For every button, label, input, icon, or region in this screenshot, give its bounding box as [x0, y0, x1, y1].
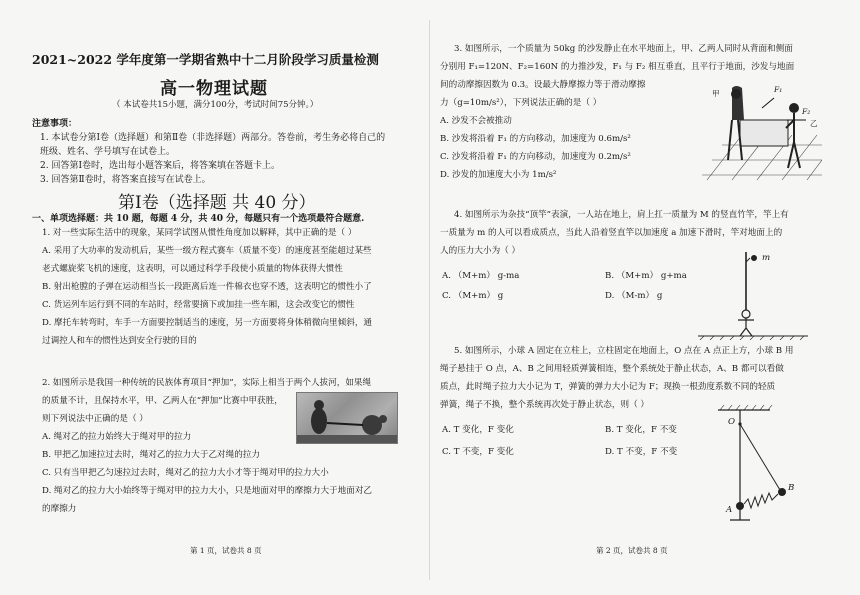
- option: C. 货运列车运行到不同的车站时，经常要摘下或加挂一些车厢，这会改变它的惯性: [42, 300, 355, 310]
- option: D. （M-m） g: [605, 291, 663, 301]
- section-title: 第Ⅰ卷（选择题 共 40 分）: [118, 193, 316, 213]
- option: B. （M+m） g+ma: [605, 271, 687, 281]
- option: B. 射出枪膛的子弹在运动相当长一段距离后连一件棉衣也穿不透，这表明它的惯性小了: [42, 282, 372, 292]
- note-line: 3. 回答第Ⅱ卷时，将答案直接写在试卷上。: [40, 175, 211, 185]
- pole-acrobat-icon: [698, 248, 808, 340]
- option-cont: 的摩擦力: [42, 504, 77, 514]
- question-stem: 一质量为 m 的人可以看成质点，当此人沿着竖直竿以加速度 a 加速下滑时，竿对地面上的: [440, 228, 783, 238]
- question-stem: 3. 如图所示，一个质量为 50kg 的沙发静止在水平地面上，甲、乙两人同时从背面和侧面: [454, 44, 793, 54]
- option: D. 绳对乙的拉力大小始终等于绳对甲的拉力大小，只是地面对甲的摩擦力大于地面对乙: [42, 486, 373, 496]
- page-2: [430, 0, 860, 595]
- option: C. T 不变，F 变化: [442, 447, 514, 457]
- page-footer: 第 1 页，试卷共 8 页: [190, 546, 262, 555]
- label-o: O: [728, 417, 736, 427]
- exam-title: 高一物理试题: [160, 79, 268, 99]
- pole-acrobat-figure: [698, 248, 808, 340]
- label-b: B: [788, 483, 795, 493]
- question-stem: 质点，此时绳子拉力大小记为 T，弹簧的弹力大小记为 F；现换一根劲度系数不同的轻质: [440, 382, 776, 392]
- option: C. （M+m） g: [442, 291, 504, 301]
- question-stem: 1. 对一些实际生活中的现象，某同学试图从惯性角度加以解释，其中正确的是（ ）: [42, 228, 357, 238]
- question-stem: 的质量不计，且保持水平，甲、乙两人在“押加”比赛中甲获胜，: [42, 396, 283, 406]
- option-cont: 过调控人和车的惯性达到安全行驶的目的: [42, 336, 197, 346]
- option-cont: 老式螺旋桨飞机的速度，这表明，可以通过科学手段使小质量的物体获得大惯性: [42, 264, 343, 274]
- question-stem: 间的动摩擦因数为 0.3。设最大静摩擦力等于滑动摩擦: [440, 80, 646, 90]
- exam-info: （ 本试卷共15小题，满分100分，考试时间75分钟。）: [112, 100, 319, 110]
- label-m: m: [762, 253, 771, 263]
- option: D. 摩托车转弯时，车手一方面要控制适当的速度，另一方面要将身体稍微向里倾斜，通: [42, 318, 373, 328]
- label-f2: F₂: [802, 107, 811, 116]
- question-stem: 力（g=10m/s²），下列说法正确的是（ ）: [440, 98, 602, 108]
- note-line: 1. 本试卷分第Ⅰ卷（选择题）和第Ⅱ卷（非选择题）两部分。答卷前，考生务必将自己的: [40, 133, 386, 143]
- notes-heading: 注意事项：: [32, 119, 78, 129]
- option: B. 甲把乙加速拉过去时，绳对乙的拉力大于乙对绳的拉力: [42, 450, 261, 460]
- note-line: 2. 回答第Ⅰ卷时，选出每小题答案后，将答案填在答题卡上。: [40, 161, 281, 171]
- question-stem: 绳子悬挂于 O 点，A、B 之间用轻质弹簧相连，整个系统处于静止状态，A、B 都可以看做: [440, 364, 784, 374]
- question-stem: 人的压力大小为（ ）: [440, 246, 521, 256]
- label-yi: 乙: [810, 119, 818, 128]
- option: A. T 变化，F 变化: [442, 425, 514, 435]
- option: C. 沙发将沿着 F₁ 的方向移动，加速度为 0.2m/s²: [440, 152, 631, 162]
- option: B. 沙发将沿着 F₁ 的方向移动，加速度为 0.6m/s²: [440, 134, 631, 144]
- option: C. 只有当甲把乙匀速拉过去时，绳对乙的拉力大小才等于绳对甲的拉力大小: [42, 468, 329, 478]
- option: D. T 不变，F 不变: [605, 447, 678, 457]
- option: A. 采用了大功率的发动机后，某些一级方程式赛车（质量不变）的速度甚至能超过某些: [42, 246, 372, 256]
- option: A. 沙发不会被推动: [440, 116, 512, 126]
- note-line: 班级、姓名、学号填写在试卷上。: [40, 147, 176, 157]
- question-stem: 5. 如图所示，小球 A 固定在立柱上，立柱固定在地面上，O 点在 A 点正上方，小球 B 用: [454, 346, 794, 356]
- option: D. 沙发的加速度大小为 1m/s²: [440, 170, 557, 180]
- option: A. 绳对乙的拉力始终大于绳对甲的拉力: [42, 432, 192, 442]
- question-stem: 4. 如图所示为杂技“顶竿”表演，一人站在地上，肩上扛一质量为 M 的竖直竹竿，竿上有: [454, 210, 789, 220]
- school-title: 2021~2022 学年度第一学期省熟中十二月阶段学习质量检测: [32, 52, 379, 67]
- tug-of-war-figure-icon: [297, 393, 397, 443]
- question-1: [32, 224, 372, 350]
- spring-pendulum-icon: [710, 404, 800, 524]
- label-f1: F₁: [774, 85, 783, 94]
- question-stem: 弹簧，绳子不换，整个系统再次处于静止状态，则（ ）: [440, 400, 649, 410]
- tug-of-war-photo: [296, 392, 398, 444]
- sofa-push-figure: [702, 80, 822, 182]
- option: A. （M+m） g-ma: [442, 271, 520, 281]
- question-stem: 2. 如图所示是我国一种传统的民族体育项目“押加”，实际上相当于两个人拔河，如果绳: [42, 378, 372, 388]
- section-subtitle: 一、单项选择题：共 10 题，每题 4 分，共 40 分，每题只有一个选项最符合题意.: [32, 214, 365, 224]
- question-stem: 则下列说法中正确的是（ ）: [42, 414, 148, 424]
- page-footer: 第 2 页，试卷共 8 页: [596, 546, 668, 555]
- spring-pendulum-figure: [710, 404, 800, 524]
- option: B. T 变化，F 不变: [605, 425, 677, 435]
- label-jia: 甲: [712, 89, 720, 98]
- label-a: A: [726, 505, 733, 515]
- sofa-push-icon: [702, 80, 822, 182]
- question-stem: 分别用 F₁=120N、F₂=160N 的力推沙发，F₁ 与 F₂ 相互垂直，且平行于地面，沙发与地面: [440, 62, 795, 72]
